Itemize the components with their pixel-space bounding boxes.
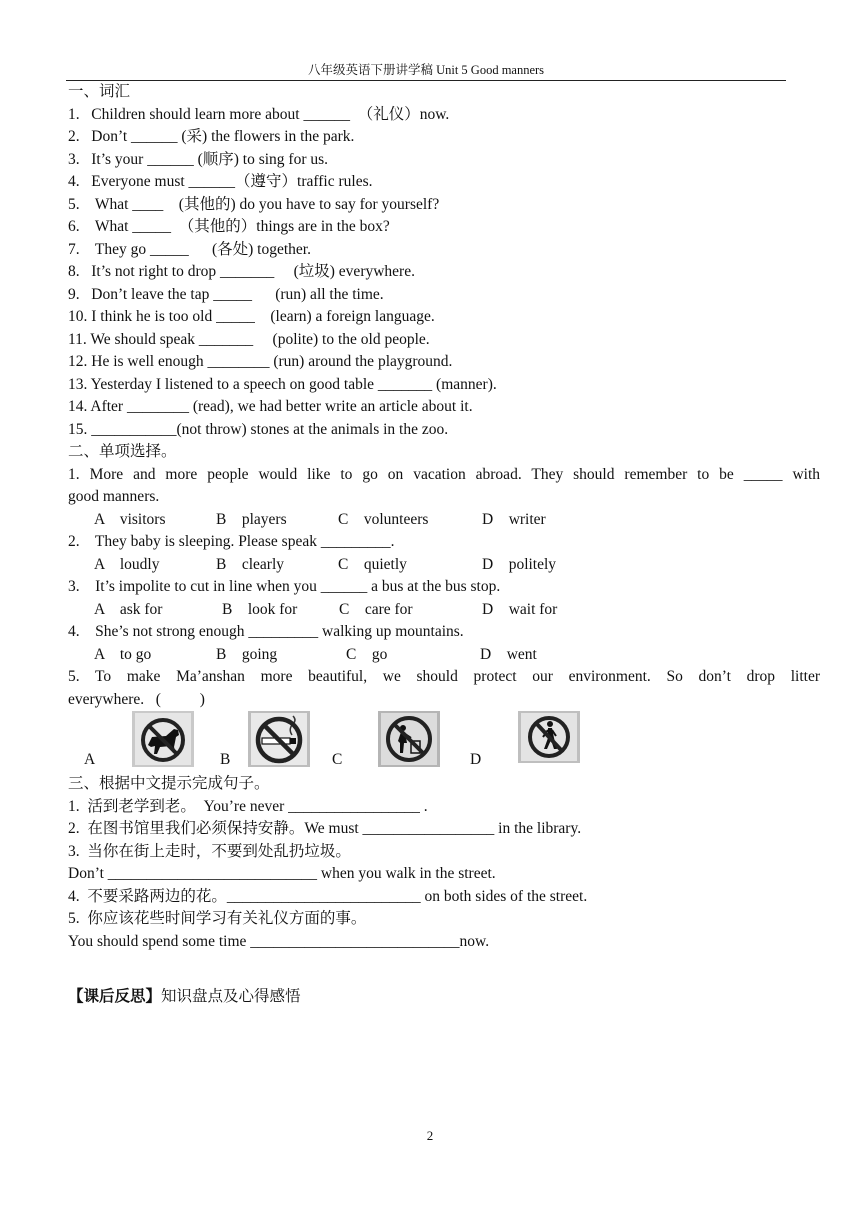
vocab-item: 4. Everyone must ______（遵守）traffic rules. (68, 173, 373, 190)
vocab-item: 6. What _____ （其他的）things are in the box? (68, 218, 390, 235)
question-3-stem: 3. It’s impolite to cut in line when you ______ a bus at the bus stop. (68, 578, 501, 595)
question-5-stem: 5. To make Ma’anshan more beautiful, we should protect our environment. So don’t drop litter (68, 668, 820, 685)
sign-label-b: B (220, 751, 231, 768)
sign-options (68, 711, 820, 773)
translation-item: 1. 活到老学到老。 You’re never _________________ . (68, 797, 428, 815)
vocab-item: 15. ___________(not throw) stones at the animals in the zoo. (68, 420, 449, 438)
option-a: A visitors (94, 510, 166, 528)
question-3-options (68, 599, 820, 622)
vocab-item: 2. Don’t ______ (采) the flowers in the park. (68, 128, 355, 145)
vocab-item: 13. Yesterday I listened to a speech on good table _______ (manner). (68, 375, 497, 393)
option-a: A ask for (94, 600, 163, 618)
option-c: C quietly (338, 555, 407, 573)
question-1-options (68, 509, 820, 532)
vocab-item: 14. After ________ (read), we had better write an article about it. (68, 398, 473, 415)
question-4 (68, 621, 820, 666)
question-1-stem-cont: good manners. (68, 488, 160, 505)
no-littering-sign-icon (378, 711, 440, 767)
translation-item: You should spend some time ___________________________now. (68, 932, 490, 950)
vocab-item: 8. It’s not right to drop _______ (垃圾) everywhere. (68, 263, 415, 280)
vocab-item: 1. Children should learn more about ______ （礼仪）now. (68, 105, 450, 123)
no-dogs-sign-icon (132, 711, 194, 767)
question-4-options (68, 644, 820, 667)
reflection-heading (68, 984, 301, 1006)
section-translation-title: 三、根据中文提示完成句子。 (68, 775, 270, 792)
section-choice-title: 二、单项选择。 (68, 443, 177, 460)
vocab-item: 7. They go _____ (各处) together. (68, 240, 311, 258)
translation-item: Don’t ___________________________ when you walk in the street. (68, 865, 496, 882)
reflection-text: 知识盘点及心得感悟 (161, 988, 301, 1005)
vocab-item: 3. It’s your ______ (顺序) to sing for us. (68, 150, 329, 168)
option-a: A to go (94, 645, 152, 663)
sign-label-a: A (84, 751, 96, 768)
option-d: D wait for (482, 600, 558, 618)
option-b: B players (216, 510, 287, 528)
option-b: B look for (222, 600, 298, 618)
question-5 (68, 666, 820, 773)
vocab-item: 9. Don’t leave the tap _____ (run) all the time. (68, 285, 384, 303)
translation-list (68, 796, 820, 954)
question-5-stem-cont: everywhere. ( ) (68, 690, 205, 708)
question-4-stem: 4. She’s not strong enough _________ walking up mountains. (68, 623, 464, 640)
no-walking-sign-icon (518, 711, 580, 763)
option-c: C go (346, 645, 388, 663)
translation-item: 5. 你应该花些时间学习有关礼仪方面的事。 (68, 910, 367, 927)
page-number: 2 (426, 1128, 434, 1143)
option-b: B going (216, 645, 278, 663)
vocabulary-list (68, 104, 820, 442)
translation-item: 3. 当你在街上走时，不要到处乱扔垃圾。 (68, 842, 351, 860)
question-3 (68, 576, 820, 621)
question-2 (68, 531, 820, 576)
section-vocabulary-title: 一、词汇 (68, 83, 131, 100)
question-2-options (68, 554, 820, 577)
option-c: C care for (339, 600, 413, 618)
translation-item: 2. 在图书馆里我们必须保持安静。We must _________________ in the library. (68, 820, 582, 837)
vocab-item: 10. I think he is too old _____ (learn) a foreign language. (68, 308, 435, 325)
question-2-stem: 2. They baby is sleeping. Please speak _________. (68, 533, 395, 550)
vocab-item: 11. We should speak _______ (polite) to the old people. (68, 330, 430, 348)
no-smoking-sign-icon (248, 711, 310, 767)
option-d: D writer (482, 510, 546, 528)
vocab-item: 5. What ____ (其他的) do you have to say for yourself? (68, 195, 440, 213)
vocab-item: 12. He is well enough ________ (run) around the playground. (68, 353, 453, 370)
sign-label-d: D (470, 751, 482, 768)
option-d: D went (480, 645, 537, 663)
translation-item: 4. 不要采路两边的花。_________________________ on both sides of the street. (68, 887, 588, 905)
question-1 (68, 464, 820, 532)
worksheet-content (68, 81, 820, 953)
option-b: B clearly (216, 555, 285, 573)
question-1-stem: 1. More and more people would like to go on vacation abroad. They should remember to be _____ with (68, 465, 820, 483)
reflection-label: 【课后反思】 (68, 988, 162, 1005)
page-header: 八年级英语下册讲学稿 Unit 5 Good manners (66, 60, 786, 81)
option-d: D politely (482, 555, 557, 573)
sign-label-c: C (332, 751, 343, 768)
option-a: A loudly (94, 555, 160, 573)
option-c: C volunteers (338, 510, 429, 528)
